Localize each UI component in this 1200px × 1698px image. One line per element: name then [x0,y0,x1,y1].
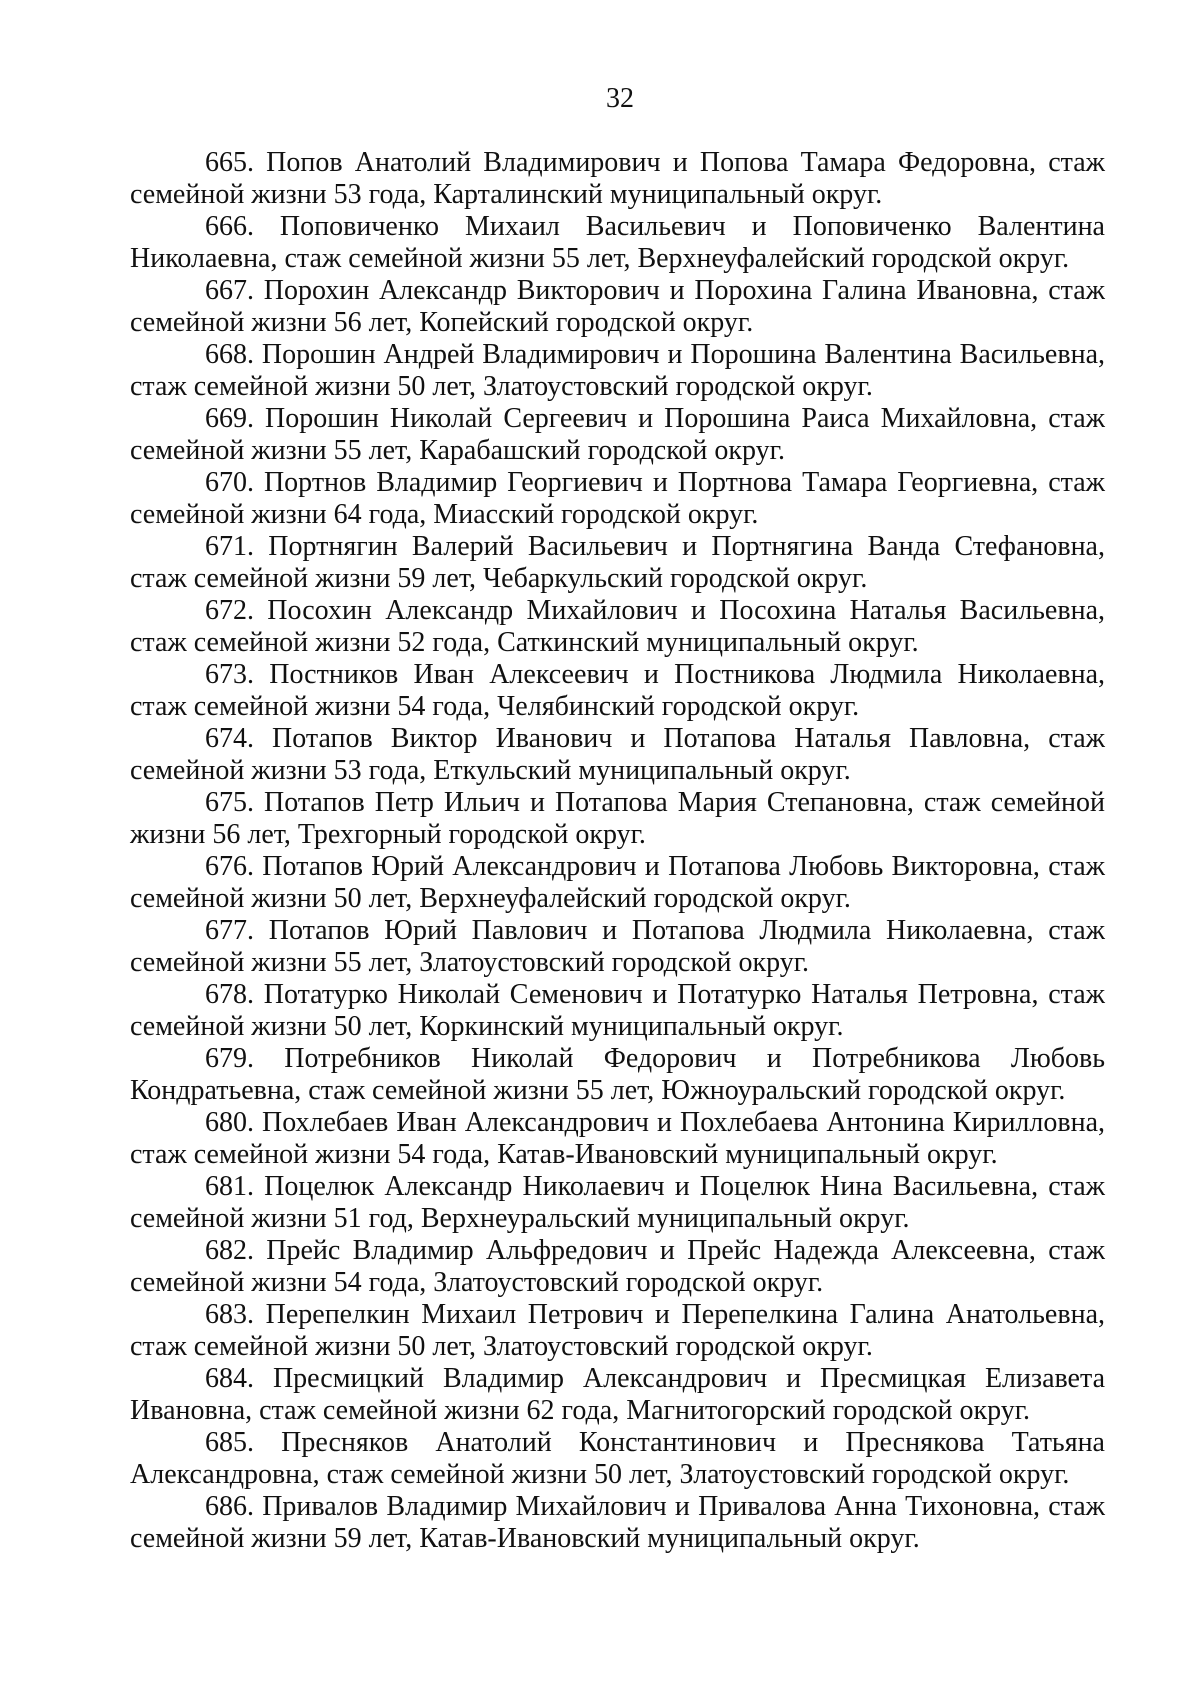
page-number: 32 [606,83,634,114]
list-entry: 665. Попов Анатолий Владимирович и Попова Тамара Федоровна, стаж семейной жизни 53 года, Карталинский муниципальный округ. [130,147,1105,210]
list-entry: 669. Порошин Николай Сергеевич и Порошина Раиса Михайловна, стаж семейной жизни 55 лет, Карабашский городской округ. [130,403,1105,466]
list-entry: 680. Похлебаев Иван Александрович и Похлебаева Антонина Кирилловна, стаж семейной жизни 54 года, Катав-Ивановский муниципальный округ. [130,1107,1105,1170]
list-entry: 676. Потапов Юрий Александрович и Потапова Любовь Викторовна, стаж семейной жизни 50 лет, Верхнеуфалейский городской округ. [130,851,1105,914]
list-entry: 684. Пресмицкий Владимир Александрович и Пресмицкая Елизавета Ивановна, стаж семейной жизни 62 года, Магнитогорский городской округ. [130,1363,1105,1426]
list-entry: 666. Поповиченко Михаил Васильевич и Поповиченко Валентина Николаевна, стаж семейной жизни 55 лет, Верхнеуфалейский городской округ. [130,211,1105,274]
list-entry: 668. Порошин Андрей Владимирович и Порошина Валентина Васильевна, стаж семейной жизни 50 лет, Златоустовский городской округ. [130,339,1105,402]
list-entry: 682. Прейс Владимир Альфредович и Прейс Надежда Алексеевна, стаж семейной жизни 54 года, Златоустовский городской округ. [130,1235,1105,1298]
list-entry: 674. Потапов Виктор Иванович и Потапова Наталья Павловна, стаж семейной жизни 53 года, Еткульский муниципальный округ. [130,723,1105,786]
list-entry: 685. Пресняков Анатолий Константинович и Преснякова Татьяна Александровна, стаж семейной жизни 50 лет, Златоустовский городской округ. [130,1427,1105,1490]
list-entry: 672. Посохин Александр Михайлович и Посохина Наталья Васильевна, стаж семейной жизни 52 года, Саткинский муниципальный округ. [130,595,1105,658]
list-entry: 681. Поцелюк Александр Николаевич и Поцелюк Нина Васильевна, стаж семейной жизни 51 год, Верхнеуральский муниципальный округ. [130,1171,1105,1234]
list-entry: 678. Потатурко Николай Семенович и Потатурко Наталья Петровна, стаж семейной жизни 50 лет, Коркинский муниципальный округ. [130,979,1105,1042]
list-entry: 671. Портнягин Валерий Васильевич и Портнягина Ванда Стефановна, стаж семейной жизни 59 лет, Чебаркульский городской округ. [130,531,1105,594]
list-entry: 683. Перепелкин Михаил Петрович и Перепелкина Галина Анатольевна, стаж семейной жизни 50 лет, Златоустовский городской округ. [130,1299,1105,1362]
list-entry: 670. Портнов Владимир Георгиевич и Портнова Тамара Георгиевна, стаж семейной жизни 64 года, Миасский городской округ. [130,467,1105,530]
list-entry: 667. Порохин Александр Викторович и Порохина Галина Ивановна, стаж семейной жизни 56 лет, Копейский городской округ. [130,275,1105,338]
list-entry: 673. Постников Иван Алексеевич и Постникова Людмила Николаевна, стаж семейной жизни 54 года, Челябинский городской округ. [130,659,1105,722]
list-entry: 677. Потапов Юрий Павлович и Потапова Людмила Николаевна, стаж семейной жизни 55 лет, Златоустовский городской округ. [130,915,1105,978]
list-entry: 675. Потапов Петр Ильич и Потапова Мария Степановна, стаж семейной жизни 56 лет, Трехгорный городской округ. [130,787,1105,850]
list-entry: 686. Привалов Владимир Михайлович и Привалова Анна Тихоновна, стаж семейной жизни 59 лет, Катав-Ивановский муниципальный округ. [130,1491,1105,1554]
list-entry: 679. Потребников Николай Федорович и Потребникова Любовь Кондратьевна, стаж семейной жизни 55 лет, Южноуральский городской округ. [130,1043,1105,1106]
entry-list [130,147,1105,1555]
